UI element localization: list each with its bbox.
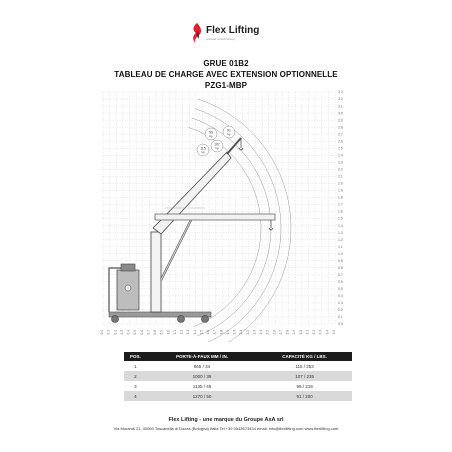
y-tick-label: 2.3 [338, 160, 343, 165]
y-tick-label: 1.7 [338, 202, 343, 207]
y-tick-label: 0.8 [338, 265, 343, 270]
y-tick-label: 3.1 [338, 104, 343, 109]
y-tick-label: 1.1 [338, 244, 343, 249]
table-header-row [124, 352, 352, 361]
y-tick-label: 2.9 [338, 118, 343, 123]
y-tick-label: 0.0 [338, 322, 343, 327]
table-row [124, 361, 352, 371]
brand-tagline: a brand of AxA Group [206, 37, 235, 41]
x-tick-label: 2.0 [232, 330, 237, 335]
crane-base-leg [109, 312, 211, 317]
load-chart [95, 90, 351, 342]
x-tick-label: 3.3 [318, 330, 323, 335]
x-tick-label: 2.9 [292, 330, 297, 335]
x-tick-label: 2.4 [259, 330, 264, 335]
y-tick-label: 1.8 [338, 195, 343, 200]
y-tick-label: 1.0 [338, 251, 343, 256]
y-tick-label: 2.2 [338, 167, 343, 172]
y-tick-label: 2.6 [338, 139, 343, 144]
load-value: 91 [227, 128, 231, 133]
brand-logo [184, 22, 274, 52]
x-tick-label: 2.6 [272, 330, 277, 335]
y-tick-label: 2.5 [338, 146, 343, 151]
x-tick-label: 3.0 [298, 330, 303, 335]
page-footer [0, 417, 452, 431]
load-value: 99 [209, 130, 213, 135]
crane-boom [153, 152, 231, 234]
y-tick-label: 0.5 [338, 287, 343, 292]
y-tick-label: 3.3 [338, 90, 343, 95]
x-tick-label: 0.1 [106, 330, 111, 335]
x-tick-label: 3.1 [305, 330, 310, 335]
load-unit: kg [227, 132, 231, 137]
x-tick-label: 0.7 [146, 330, 151, 335]
x-tick-label: 0.0 [100, 330, 104, 335]
x-tick-label: 0.5 [133, 330, 138, 335]
table-row [124, 391, 352, 401]
x-tick-label: 1.4 [192, 330, 197, 335]
x-tick-label: 2.5 [265, 330, 270, 335]
x-tick-label: 1.0 [166, 330, 171, 335]
header-capacity: CAPACITÉ KG / LBS. [257, 352, 352, 361]
y-tick-label: 2.4 [338, 153, 343, 158]
load-value: 107 [214, 142, 220, 147]
y-tick-label: 2.1 [338, 174, 343, 179]
y-tick-label: 0.7 [338, 272, 343, 277]
x-tick-label: 2.7 [278, 330, 283, 335]
reach-arc [192, 108, 281, 342]
brand-flame-icon [190, 22, 204, 44]
x-tick-label: 1.1 [172, 330, 177, 335]
y-tick-label: 2.8 [338, 125, 343, 130]
x-tick-label: 3.5 [332, 330, 336, 335]
x-tick-label: 2.3 [252, 330, 257, 335]
y-tick-label: 3.0 [338, 111, 343, 116]
capacity-table [124, 352, 352, 401]
y-tick-label: 1.2 [338, 237, 343, 242]
x-tick-label: 0.6 [139, 330, 144, 335]
cell-overhang: 1270 / 50 [147, 391, 257, 401]
y-tick-label: 0.1 [338, 315, 343, 320]
cell-capacity: 91 / 200 [257, 391, 352, 401]
crane-boom-horizontal [155, 214, 275, 220]
y-tick-label: 2.0 [338, 181, 343, 186]
y-tick-label: 0.9 [338, 258, 343, 263]
crane-wheel-rear [112, 316, 119, 323]
cell-capacity: 115 / 253 [295, 363, 314, 369]
table-row [124, 381, 352, 391]
crane-mast [151, 232, 161, 312]
crane-gauge-icon [125, 285, 131, 291]
cell-overhang: 1000 / 39 [147, 371, 257, 381]
brand-name: Flex Lifting [206, 25, 260, 36]
cell-overhang: 1135 / 45 [192, 383, 212, 389]
crane-wheel-mid [178, 316, 185, 323]
x-tick-label: 3.2 [312, 330, 317, 335]
x-tick-label: 1.3 [186, 330, 191, 335]
cell-pos: 4 [124, 391, 147, 401]
reach-arcs [188, 99, 291, 342]
x-tick-label: 0.3 [119, 330, 124, 335]
x-tick-label: 1.2 [179, 330, 184, 335]
cell-pos: 3 [134, 383, 137, 389]
cell-overhang: 865 / 34 [193, 363, 211, 369]
x-tick-label: 1.7 [212, 330, 217, 335]
table-row [124, 371, 352, 381]
x-tick-label: 2.2 [245, 330, 250, 335]
y-tick-label: 1.4 [338, 223, 343, 228]
x-tick-label: 0.2 [113, 330, 118, 335]
footer-company: Flex Lifting - une marque du Groupe AxA srl [168, 417, 284, 423]
load-unit: kg [209, 134, 213, 139]
y-tick-label: 1.6 [338, 209, 343, 214]
header-pos: POS. [124, 352, 147, 361]
cell-pos: 1 [134, 363, 137, 369]
y-tick-label: 0.2 [338, 308, 343, 313]
x-tick-label: 2.1 [239, 330, 244, 335]
header-overhang: PORTE-À-FAUX MM / IN. [147, 352, 257, 361]
x-tick-label: 3.4 [325, 330, 330, 335]
y-tick-label: 0.4 [338, 294, 343, 299]
y-tick-label: 3.2 [338, 97, 343, 102]
load-value: 115 [200, 146, 206, 151]
x-tick-label: 1.9 [225, 330, 230, 335]
document-titles [0, 58, 452, 91]
y-tick-label: 1.5 [338, 216, 343, 221]
y-tick-label: 0.6 [338, 280, 343, 285]
load-unit: kg [201, 150, 205, 155]
x-tick-label: 2.8 [285, 330, 290, 335]
title-code: PZG1-MBP [204, 81, 248, 90]
footer-address: Via Morandi 21, 40060 Toscanella di Dozza (Bologna) Italia Tel +39 0542673434 email: info@flexlifting.com www.flexlifting.com [113, 426, 339, 431]
title-main: TABLEAU DE CHARGE AVEC EXTENSION OPTIONNELLE [114, 70, 338, 79]
y-tick-label: 0.3 [338, 301, 343, 306]
x-tick-label: 0.4 [126, 330, 131, 335]
cell-capacity: 107 / 235 [257, 371, 352, 381]
y-tick-label: 1.9 [338, 188, 343, 193]
cell-pos: 2 [124, 371, 147, 381]
y-tick-label: 2.7 [338, 132, 343, 137]
crane-wheel-front [202, 316, 209, 323]
title-model: GRUE 01B2 [203, 59, 249, 68]
x-tick-label: 1.5 [199, 330, 204, 335]
x-tick-label: 1.8 [219, 330, 224, 335]
crane-motor [121, 264, 135, 271]
x-tick-label: 0.9 [159, 330, 164, 335]
x-tick-label: 1.6 [206, 330, 211, 335]
x-tick-label: 0.8 [153, 330, 158, 335]
load-unit: kg [215, 146, 219, 151]
cell-capacity: 99 / 218 [296, 383, 313, 389]
y-tick-label: 1.3 [338, 230, 343, 235]
